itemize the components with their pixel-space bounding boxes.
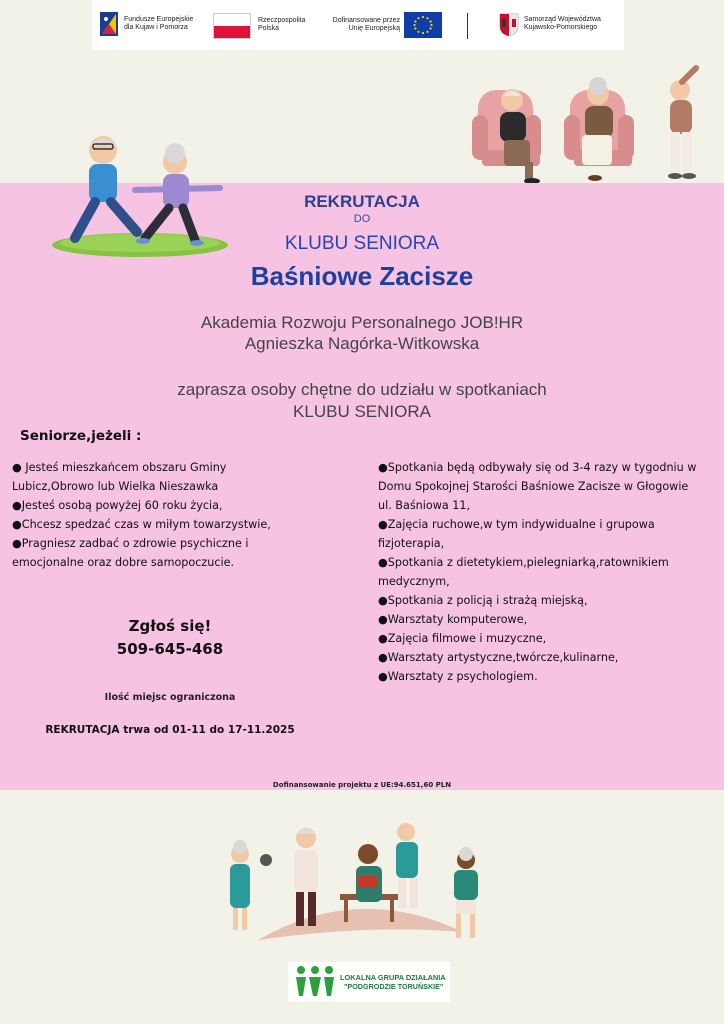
eu-flag-icon xyxy=(404,12,442,38)
conditions-heading: Seniorze,jeżeli : xyxy=(20,428,142,444)
list-item: fizjoterapia, xyxy=(378,537,445,550)
list-item: ● Jesteś mieszkańcem obszaru Gminy xyxy=(12,461,227,474)
recruitment-dates: REKRUTACJA trwa od 01-11 do 17-11.2025 xyxy=(45,724,295,736)
seniors-armchairs-illustration xyxy=(470,60,710,185)
list-item: ●Warsztaty komputerowe, xyxy=(378,613,528,626)
list-item: ●Zajęcia filmowe i muzyczne, xyxy=(378,632,547,645)
list-item: ●Warsztaty z psychologiem. xyxy=(378,670,538,683)
lgd-figures-icon xyxy=(294,965,336,998)
list-item: ●Spotkania z dietetykiem,pielegniarką,ratownikiem xyxy=(378,556,669,569)
conditions-list xyxy=(12,458,342,572)
lgd-subtitle: "PODGRODZIE TORUŃSKIE" xyxy=(344,982,444,991)
invitation-text: zaprasza osoby chętne do udziału w spotkaniach xyxy=(177,380,547,399)
list-item: ●Zajęcia ruchowe,w tym indywidualne i grupowa xyxy=(378,518,655,531)
list-item: ●Pragniesz zadbać o zdrowie psychiczne i xyxy=(12,537,249,550)
list-item: ●Spotkania z policją i strażą miejską, xyxy=(378,594,588,607)
poland-label: Rzeczpospolita Polska xyxy=(258,17,306,32)
eu-funds-logo-icon xyxy=(100,12,118,36)
lgd-title: LOKALNA GRUPA DZIAŁANIA xyxy=(340,973,446,982)
club-name: Baśniowe Zacisze xyxy=(250,261,474,291)
list-item: ●Warsztaty artystyczne,twórcze,kulinarne, xyxy=(378,651,619,664)
list-item: ul. Baśniowa 11, xyxy=(378,499,471,512)
club-title: KLUBU SENIORA xyxy=(284,233,440,254)
region-crest-icon xyxy=(499,13,519,37)
list-item: ●Jesteś osobą powyżej 60 roku życia, xyxy=(12,499,223,512)
organizer-name: Akademia Rozwoju Personalnego JOB!HR xyxy=(200,313,524,332)
activities-list xyxy=(378,458,724,686)
list-item: emocjonalne oraz dobre samopoczucie. xyxy=(12,556,235,569)
signup-phone: 509-645-468 xyxy=(116,640,224,658)
signup-heading: Zgłoś się! xyxy=(128,617,212,635)
invitation-club: KLUBU SENIORA xyxy=(293,402,431,421)
recruitment-heading: REKRUTACJA xyxy=(304,192,420,211)
polish-flag-icon xyxy=(213,13,251,39)
limited-places-note: Ilość miejsc ograniczona xyxy=(104,692,236,703)
list-item: Lubicz,Obrowo lub Wielka Nieszawka xyxy=(12,480,219,493)
eu-cofunded-label: Dofinansowane przez Unię Europejską xyxy=(332,17,400,32)
eu-funds-label: Fundusze Europejskie dla Kujaw i Pomorza xyxy=(124,16,194,31)
list-item: medycznym, xyxy=(378,575,450,588)
logo-divider xyxy=(467,13,468,39)
region-label: Samorząd Województwa Kujawsko-Pomorskiego xyxy=(524,16,601,31)
funding-note: Dofinansowanie projektu z UE:94.651,60 PLN xyxy=(272,781,452,789)
list-item: ●Chcesz spedzać czas w miłym towarzystwie, xyxy=(12,518,271,531)
organizer-person: Agnieszka Nagórka-Witkowska xyxy=(244,334,480,353)
seniors-park-illustration xyxy=(218,812,498,944)
title-connector: DO xyxy=(353,213,371,225)
list-item: ●Spotkania będą odbywały się od 3-4 razy w tygodniu w xyxy=(378,461,697,474)
list-item: Domu Spokojnej Starości Baśniowe Zacisze w Głogowie xyxy=(378,480,689,493)
